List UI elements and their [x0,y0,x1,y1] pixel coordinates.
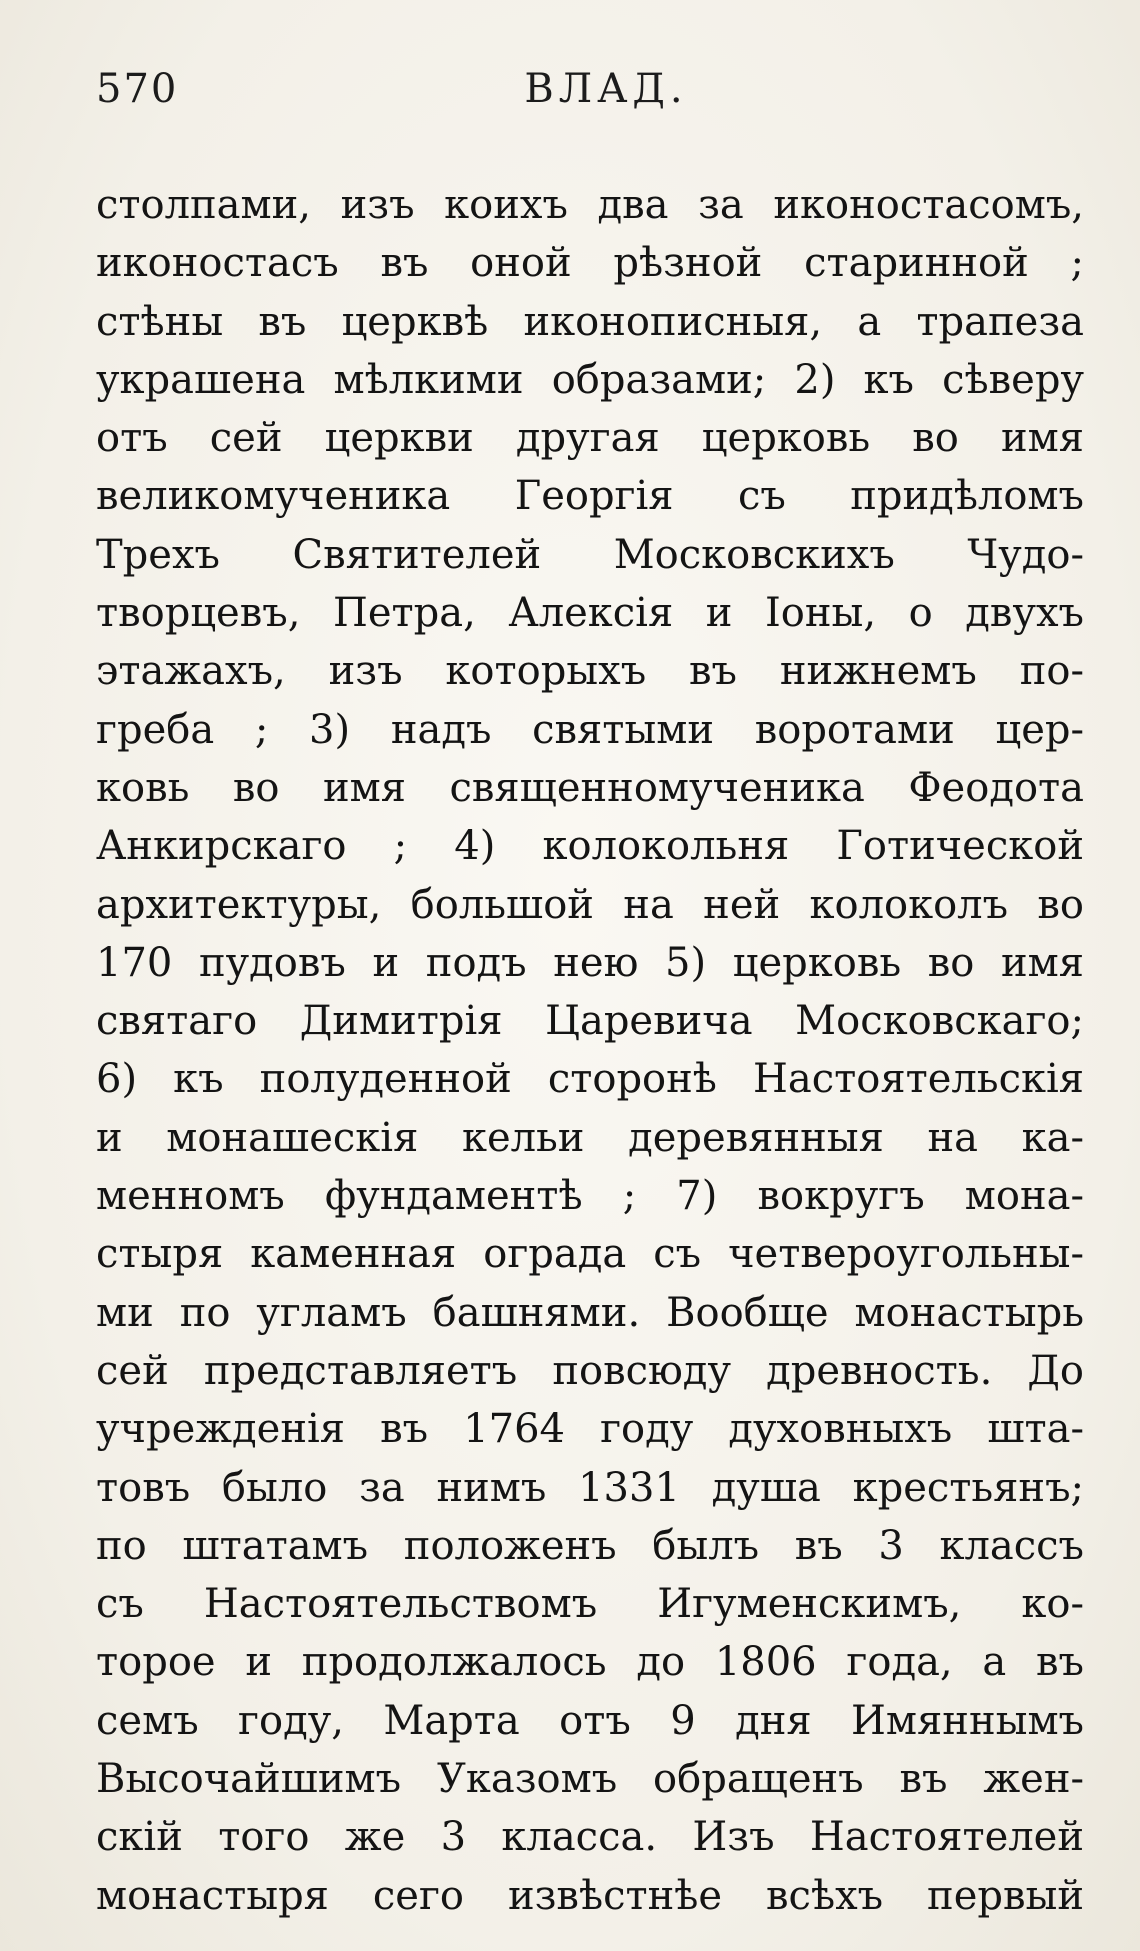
text-line: 6) къ полуденной сторонѣ Настоятельскія [96,1056,1084,1103]
text-line: учрежденія въ 1764 году духовныхъ шта- [96,1406,1084,1453]
text-line: товъ было за нимъ 1331 душа крестьянъ; [96,1464,1084,1511]
text-line: торое и продолжалось до 1806 года, а въ [96,1639,1084,1686]
text-line: творцевъ, Петра, Алексія и Іоны, о двухъ [96,590,1084,637]
text-line: Трехъ Святителей Московскихъ Чудо- [96,531,1084,578]
text-line: съ Настоятельствомъ Игуменскимъ, ко- [96,1581,1084,1628]
text-line: архитектуры, большой на ней колоколъ во [96,881,1084,928]
text-line: ковь во имя священномученика Феодота [96,764,1084,811]
text-line: 170 пудовъ и подъ нею 5) церковь во имя [96,939,1084,986]
page-number: 570 [96,66,179,112]
text-line: семъ году, Марта отъ 9 дня Имяннымъ [96,1697,1084,1744]
text-line: Высочайшимъ Указомъ обращенъ въ жен- [96,1756,1084,1803]
text-line: скій того же 3 класса. Изъ Настоятелей [96,1814,1084,1861]
page-header [96,66,1086,126]
text-line: сей представляетъ повсюду древность. До [96,1347,1084,1394]
text-line: ми по угламъ башнями. Вообще монастырь [96,1289,1084,1336]
running-head: ВЛАД. [524,66,688,112]
text-line: и монашескія кельи деревянныя на ка- [96,1114,1084,1161]
text-line: менномъ фундаментѣ ; 7) вокругъ мона- [96,1173,1084,1220]
text-line: столпами, изъ коихъ два за иконостасомъ, [96,182,1084,228]
text-line: иконостасъ въ оной рѣзной старинной ; [96,240,1084,287]
text-line: святаго Димитрія Царевича Московскаго; [96,998,1084,1045]
text-line: греба ; 3) надъ святыми воротами цер- [96,706,1084,753]
text-line: по штатамъ положенъ былъ въ 3 классъ [96,1522,1084,1569]
text-line: Анкирскаго ; 4) колокольня Готической [96,823,1084,870]
text-line: стѣны въ церквѣ иконописныя, а трапеза [96,298,1084,345]
text-line: украшена мѣлкими образами; 2) къ сѣверу [96,356,1084,403]
text-line: стыря каменная ограда съ четвероугольны- [96,1231,1084,1278]
text-line: великомученика Георгія съ придѣломъ [96,473,1084,520]
text-line: отъ сей церкви другая церковь во имя [96,415,1084,462]
text-line: монастыря сего извѣстнѣе всѣхъ первый [96,1872,1084,1919]
body-text [96,176,1084,1925]
text-line: этажахъ, изъ которыхъ въ нижнемъ по- [96,648,1084,695]
